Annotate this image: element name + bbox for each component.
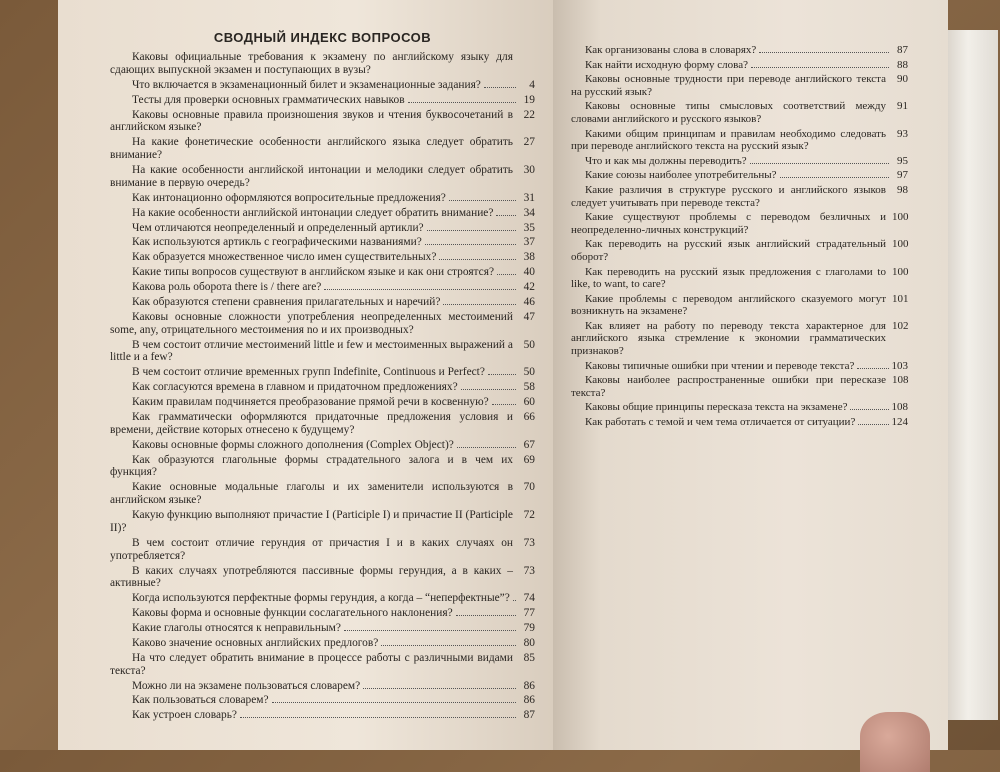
question-text: Каковы основные типы смысловых соответствий между словами английского и русского языков? [571,100,886,125]
page-number: 102 [892,319,909,332]
index-entry [571,128,908,153]
index-entry [110,94,535,107]
entry-row [110,51,535,77]
entry-row [110,709,535,722]
question-text: Какие существуют проблемы с переводом безличных и неопределенно-личных конструкций? [571,211,886,236]
entry-row [571,128,908,153]
leader-dots [324,289,516,290]
entry-row [110,537,535,563]
entry-row [571,59,908,72]
page-number: 80 [523,636,535,649]
entry-row [110,652,535,678]
leader-dots [457,447,516,448]
entry-row [571,401,908,414]
page-number: 79 [523,622,535,634]
leader-dots [850,409,888,410]
leader-dots [381,645,516,646]
index-entry [110,236,535,249]
index-entry [110,339,535,365]
leader-dots [427,230,516,231]
entry-row [110,207,535,220]
page-number: 19 [523,93,535,106]
page-number: 87 [897,44,908,56]
right-page [553,0,948,750]
question-text: Каковы форма и основные функции сослагательного наклонения? [132,607,453,620]
index-entry [110,311,535,337]
question-text: Каковы общие принципы пересказа текста на экзамене? [585,401,848,414]
question-text: Каково значение основных английских предлогов? [132,636,379,649]
question-text: В чем состоит отличие местоимений little и few и местоименных выражений a little и a few? [110,338,513,364]
entry-row [110,222,535,235]
question-text: Как интонационно оформляются вопросительные предложения? [132,191,446,204]
question-text: Когда используются перфектные формы герундия, а когда – “неперфектные”? [132,592,510,605]
index-entry [110,366,535,379]
entry-row [110,94,535,107]
entry-row [110,109,535,135]
page-number: 100 [892,238,909,251]
question-text: Как найти исходную форму слова? [585,58,748,71]
leader-dots [272,702,516,703]
entry-row [571,238,908,263]
question-text: Как образуются степени сравнения прилагательных и наречий? [132,295,441,308]
page-number: 38 [523,251,535,264]
entry-row [110,622,535,635]
index-entry [571,169,908,182]
leader-dots [496,215,516,216]
entry-row [110,381,535,394]
index-entry [571,100,908,125]
question-text: В чем состоит отличие временных групп Indefinite, Continuous и Perfect? [132,366,485,379]
index-entry [110,509,535,535]
entry-row [110,136,535,162]
entry-row [571,184,908,209]
question-text: Как организованы слова в словарях? [585,44,757,56]
index-entry [110,381,535,394]
entry-row [110,607,535,620]
leader-dots [751,67,889,68]
index-entry [571,155,908,168]
leader-dots [408,102,516,103]
index-entry [110,680,535,693]
page-number: 124 [891,416,908,429]
page-number: 46 [523,295,535,308]
page-number: 42 [523,281,535,293]
question-text: Каковы официальные требования к экзамену по английскому языку для сдающих выпускной экзамен и поступающих в вузы? [110,51,513,76]
leader-dots [443,304,516,305]
entry-row [571,169,908,182]
index-entry [110,439,535,452]
entry-row [110,565,535,591]
leader-dots [497,274,516,275]
page-number: 97 [897,169,908,182]
page-number: 98 [897,183,908,196]
index-entry [571,184,908,209]
page-number: 93 [897,127,908,140]
leader-dots [456,615,516,616]
index-entry [110,694,535,707]
question-text: Каковы основные сложности употребления неопределенных местоимений some, any, отрицательного местоимения no и их производных? [110,310,513,336]
page-number: 47 [523,310,535,323]
page-number: 30 [523,164,535,176]
page-number: 100 [892,265,909,278]
page-number: 66 [523,410,535,423]
question-text: Как влияет на работу по переводу текста характерное для английского языка стремление к экономии грамматических признаков? [571,319,886,358]
page-number: 40 [523,266,535,279]
entry-row [571,416,908,429]
leader-dots [488,374,516,375]
page-number: 67 [523,438,535,451]
index-entry [110,411,535,437]
page-number: 95 [897,154,908,167]
index-entry [571,416,908,429]
page-number: 73 [523,564,535,577]
index-entry [110,109,535,135]
entry-row [110,296,535,309]
entry-row [110,592,535,605]
entry-row [110,251,535,264]
leader-dots [449,200,516,201]
question-text: Что включается в экзаменационный билет и экзаменационные задания? [132,78,481,91]
leader-dots [857,368,888,369]
question-text: Что и как мы должны переводить? [585,154,747,167]
page-number: 91 [897,100,908,113]
entry-row [571,44,908,57]
entry-row [110,281,535,294]
index-entry [110,296,535,309]
question-text: Каковы основные правила произношения звуков и чтения буквосочетаний в английском языке? [110,108,513,134]
question-text: Какие основные модальные глаголы и их заменители используются в английском языке? [110,481,513,507]
page-number: 50 [523,338,535,351]
page-number: 108 [892,374,909,387]
page-number: 70 [523,481,535,494]
page-number: 72 [523,509,535,521]
question-text: Как переводить на русский язык английский страдательный оборот? [571,238,886,263]
entry-row [110,164,535,190]
index-entry [571,73,908,98]
question-text: Каковы наиболее распространенные ошибки при пересказе текста? [571,374,886,399]
index-entry [110,537,535,563]
leader-dots [461,389,516,390]
index-entry [571,59,908,72]
entry-row [571,155,908,168]
leader-dots [425,244,516,245]
index-entry [571,293,908,318]
leader-dots [750,163,889,164]
entry-row [110,680,535,693]
question-text: Чем отличаются неопределенный и определенный артикли? [132,221,424,234]
question-text: Как согласуются времена в главном и придаточном предложениях? [132,381,458,394]
question-text: Каковы основные трудности при переводе английского текста на русский язык? [571,73,886,98]
index-entry [110,637,535,650]
question-text: Какую функцию выполняют причастие I (Participle I) и причастие II (Participle II)? [110,509,513,534]
entry-row [110,439,535,452]
question-text: Как устроен словарь? [132,709,237,722]
question-text: На какие фонетические особенности английского языка следует обратить внимание? [110,136,513,162]
question-text: Какие проблемы с переводом английского сказуемого могут возникнуть на экзамене? [571,292,886,318]
index-entry [110,266,535,279]
index-entry [571,211,908,236]
index-entry [110,592,535,605]
index-entry [110,79,535,92]
entry-row [571,374,908,399]
index-entry [110,136,535,162]
entry-row [110,366,535,379]
page-number: 60 [523,396,535,408]
leader-dots [780,177,889,178]
entry-row [110,236,535,249]
question-text: Каковы основные формы сложного дополнения (Complex Object)? [132,438,454,451]
entry-row [571,211,908,236]
page-number: 73 [523,536,535,549]
index-entry [571,360,908,373]
entry-row [110,339,535,365]
page-number: 108 [891,401,908,414]
question-text: Как работать с темой и чем тема отличается от ситуации? [585,416,856,429]
index-entry [110,281,535,294]
page-number: 27 [523,136,535,149]
entry-row [110,454,535,480]
page-number: 69 [523,453,535,466]
entry-row [110,79,535,92]
index-entry [110,251,535,264]
index-entry [110,396,535,409]
entry-row [571,266,908,291]
entry-row [571,293,908,318]
page-number: 50 [523,366,535,379]
index-entry [110,222,535,235]
leader-dots [439,259,516,260]
index-entry [110,481,535,507]
page-number: 35 [523,221,535,234]
page-number: 101 [892,292,909,305]
question-text: Какие союзы наиболее употребительны? [585,169,777,182]
index-entry [110,51,535,77]
question-list-left [110,51,535,722]
entry-row [110,509,535,535]
question-text: Как используются артикль с географическими названиями? [132,236,422,249]
leader-dots [759,52,889,53]
page-number: 100 [892,211,909,224]
question-text: В каких случаях употребляются пассивные формы герундия, а в каких – активные? [110,564,513,590]
index-entry [110,652,535,678]
index-entry [571,374,908,399]
entry-row [110,411,535,437]
entry-row [571,360,908,373]
page-number: 74 [523,592,535,605]
entry-row [110,637,535,650]
question-text: Как грамматически оформляются придаточные предложения условия и времени, действие которых отнесено к будущему? [110,410,513,436]
question-text: Тесты для проверки основных грамматических навыков [132,93,405,106]
page-number: 77 [523,607,535,620]
index-entry [110,622,535,635]
page-number: 4 [529,78,535,91]
index-heading: СВОДНЫЙ ИНДЕКС ВОПРОСОВ [213,30,432,45]
entry-row [110,396,535,409]
question-text: Как образуются глагольные формы страдательного залога и в чем их функция? [110,453,513,479]
left-page [58,0,553,750]
page-number: 85 [523,651,535,664]
question-text: Можно ли на экзамене пользоваться словарем? [132,679,361,692]
entry-row [110,311,535,337]
index-entry [110,454,535,480]
page-number: 86 [523,679,535,692]
page-number: 86 [523,694,535,707]
page-number: 90 [897,73,908,86]
entry-row [110,192,535,205]
page-edges [948,30,998,720]
page-number: 87 [523,709,535,722]
leader-dots [240,717,516,718]
index-entry [571,320,908,358]
index-entry [110,207,535,220]
leader-dots [484,87,516,88]
page-number: 103 [891,359,908,372]
question-text: Какие глаголы относятся к неправильным? [132,622,341,634]
question-text: Каковы типичные ошибки при чтении и переводе текста? [585,359,855,372]
question-text: Как образуется множественное число имен существительных? [132,251,437,264]
leader-dots [344,630,516,631]
index-entry [110,164,535,190]
question-text: Какие типы вопросов существуют в английском языке и как они строятся? [132,266,495,279]
question-text: Как переводить на русский язык предложения с глаголами to like, to want, to care? [571,265,886,291]
index-entry [571,401,908,414]
page-number: 88 [897,58,908,71]
question-text: Какие различия в структуре русского и английского языков следует учитывать при переводе текста? [571,183,886,209]
entry-row [110,481,535,507]
thumb [860,712,930,772]
index-entry [110,565,535,591]
leader-dots [858,424,888,425]
question-text: Каким правилам подчиняется преобразование прямой речи в косвенную? [132,396,489,408]
page-number: 22 [523,108,535,121]
question-text: Какими общим принципам и правилам необходимо следовать при переводе английского текста на русский язык? [571,127,886,153]
index-entry [110,709,535,722]
entry-row [571,320,908,358]
entry-row [571,73,908,98]
question-list-right [571,44,908,429]
leader-dots [492,404,516,405]
page-number: 31 [523,191,535,204]
question-text: На что следует обратить внимание в процессе работы с различными видами текста? [110,651,513,677]
index-entry [110,192,535,205]
index-entry [110,607,535,620]
entry-row [110,266,535,279]
entry-row [571,100,908,125]
index-entry [571,238,908,263]
question-text: На какие особенности английской интонации следует обратить внимание? [132,206,494,219]
question-text: На какие особенности английской интонации и мелодики следует обратить внимание в первую очередь? [110,164,513,189]
page-number: 37 [523,236,535,249]
question-text: Какова роль оборота there is / there are? [132,281,322,293]
page-number: 34 [523,206,535,219]
index-entry [571,266,908,291]
leader-dots [363,688,516,689]
page-number: 58 [523,381,535,394]
question-text: Как пользоваться словарем? [132,694,269,707]
index-entry [571,44,908,57]
entry-row [110,694,535,707]
leader-dots [513,600,516,601]
question-text: В чем состоит отличие герундия от причастия I и в каких случаях он употребляется? [110,536,513,562]
open-book [30,0,960,750]
